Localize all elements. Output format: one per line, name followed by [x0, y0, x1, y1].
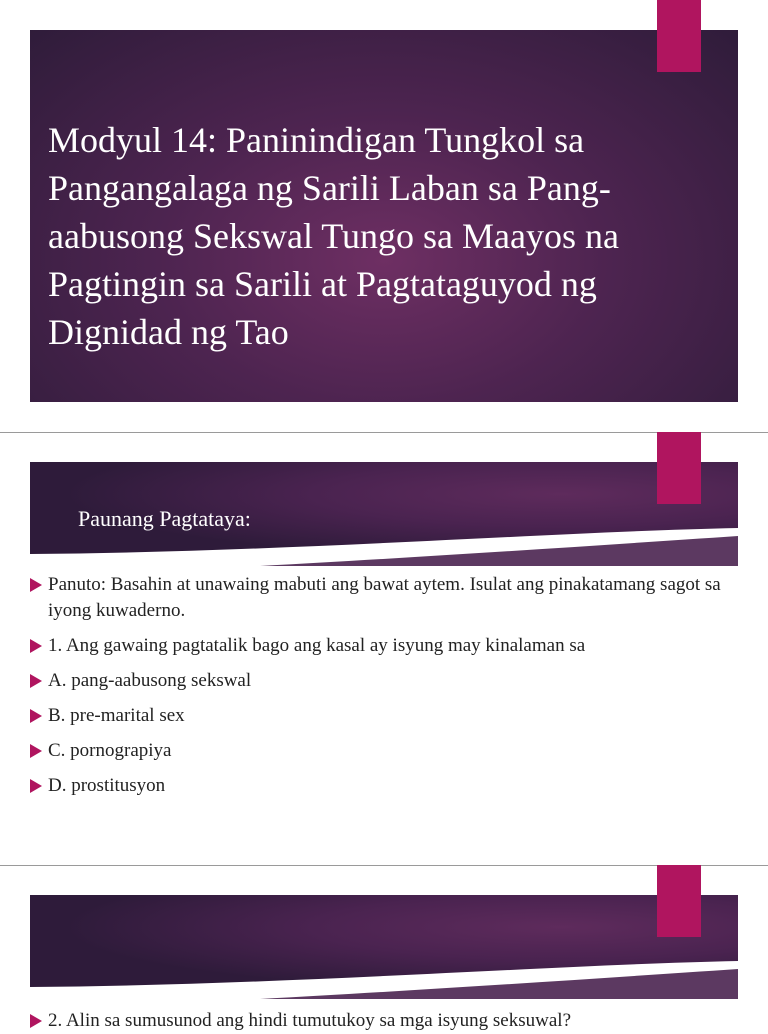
list-item: D. prostitusyon: [30, 773, 730, 799]
list-item: B. pre-marital sex: [30, 703, 730, 729]
triangle-right-icon: [30, 674, 42, 688]
list-item: A. pang-aabusong sekswal: [30, 668, 730, 694]
triangle-right-icon: [30, 639, 42, 653]
slide-header: Paunang Pagtataya:: [78, 506, 251, 531]
triangle-right-icon: [30, 744, 42, 758]
triangle-right-icon: [30, 779, 42, 793]
slide-header-panel: [30, 895, 738, 999]
accent-tab: [657, 865, 701, 937]
slide-divider: [0, 865, 768, 866]
bullet-list: [30, 572, 730, 808]
triangle-right-icon: [30, 1014, 42, 1028]
triangle-right-icon: [30, 709, 42, 723]
list-item: 2. Alin sa sumusunod ang hindi tumutukoy sa mga isyung seksuwal?: [30, 1008, 748, 1034]
list-item: 1. Ang gawaing pagtatalik bago ang kasal ay isyung may kinalaman sa: [30, 633, 730, 659]
accent-tab: [657, 0, 701, 72]
list-item: C. pornograpiya: [30, 738, 730, 764]
accent-tab: [657, 432, 701, 504]
slide-divider: [0, 432, 768, 433]
slide-title: Modyul 14: Paninindigan Tungkol sa Pangangalaga ng Sarili Laban sa Pang-aabusong Sekswal Tungo sa Maayos na Pagtingin sa Sarili at Pagtataguyod ng Dignidad ng Tao: [48, 120, 619, 352]
triangle-right-icon: [30, 578, 42, 592]
list-item: Panuto: Basahin at unawaing mabuti ang bawat aytem. Isulat ang pinakatamang sagot sa iyong kuwaderno.: [30, 572, 730, 624]
